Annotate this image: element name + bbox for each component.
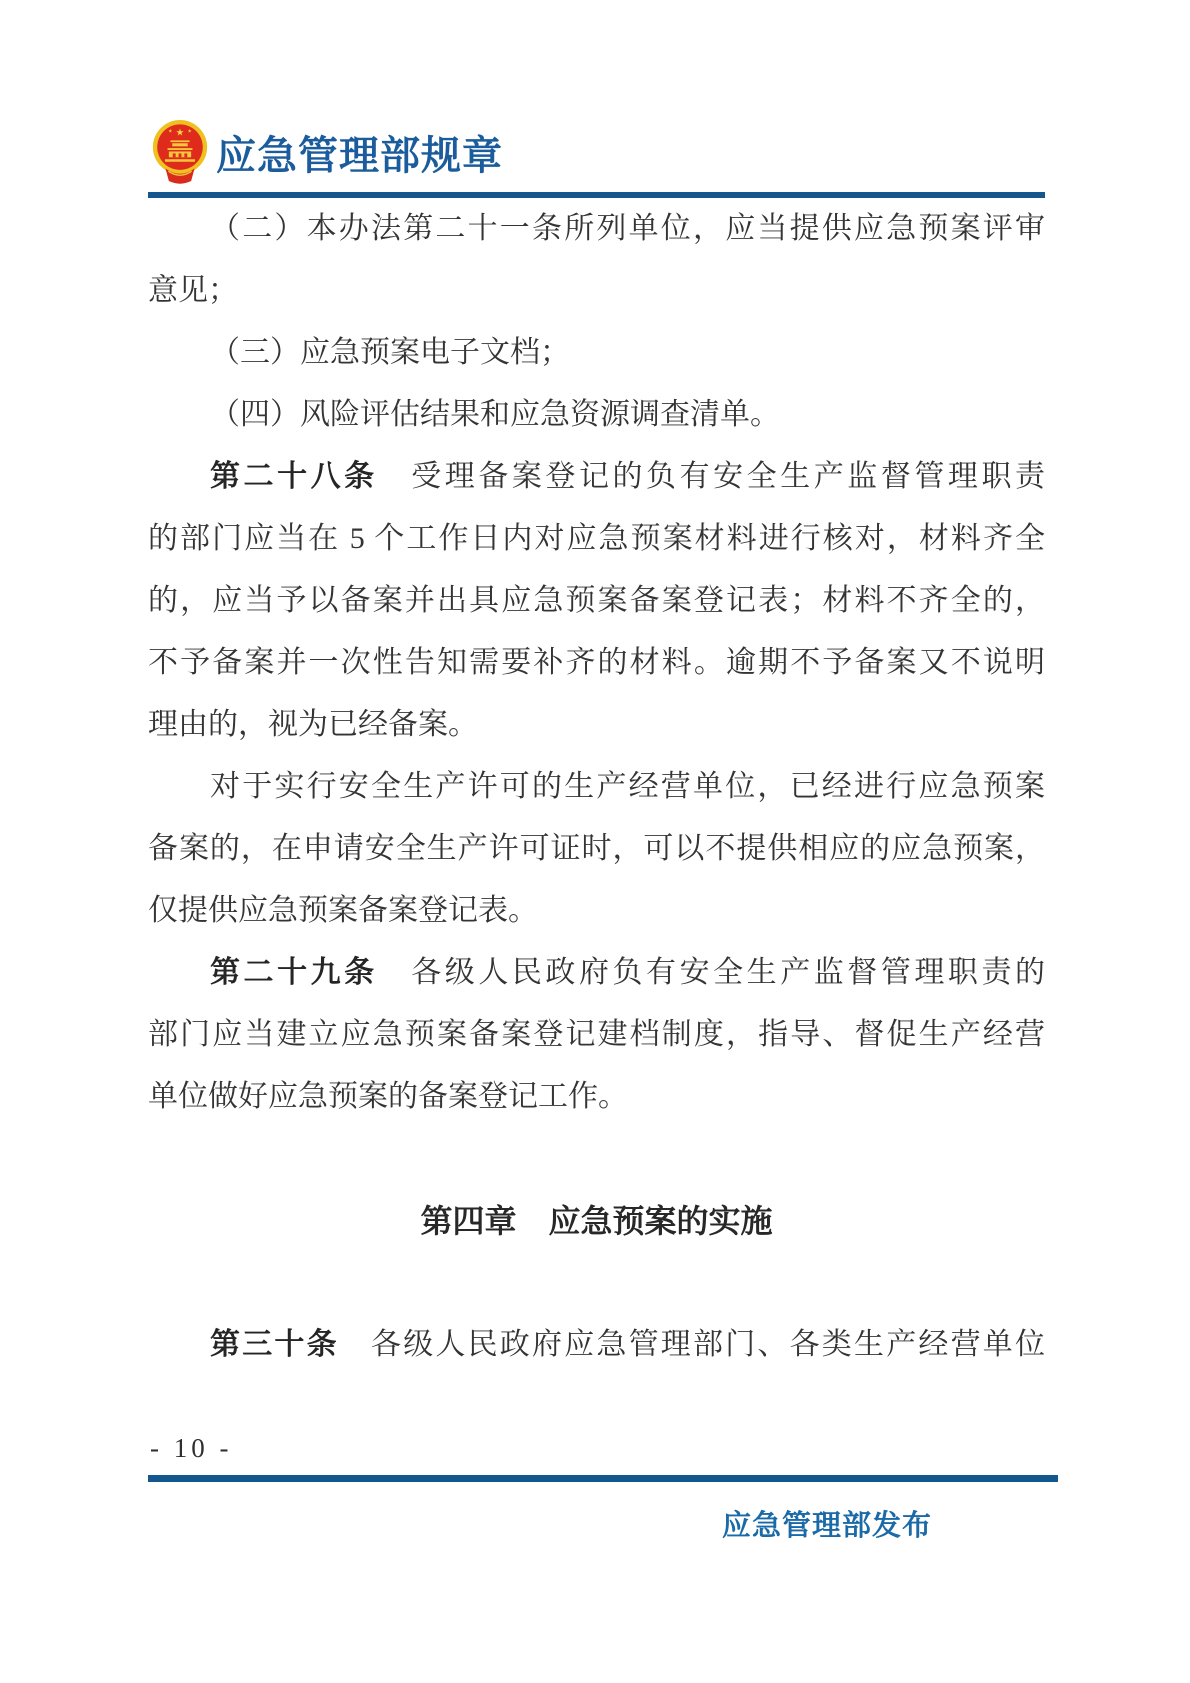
article-number: 第二十九条	[210, 956, 378, 989]
svg-text:★: ★	[168, 129, 173, 135]
text-line: 部门应当建立应急预案备案登记建档制度，指导、督促生产经营	[148, 1018, 1045, 1051]
national-emblem-icon	[149, 117, 211, 185]
text-line: 的，应当予以备案并出具应急预案备案登记表；材料不齐全的，	[148, 584, 1045, 617]
page-number: - 10 -	[150, 1433, 233, 1463]
svg-text:★: ★	[175, 127, 185, 139]
text-line: 不予备案并一次性告知需要补齐的材料。逾期不予备案又不说明	[148, 646, 1045, 679]
text-line: 第三十条 各级人民政府应急管理部门、各类生产经营单位	[210, 1328, 1045, 1361]
chapter-heading: 第四章 应急预案的实施	[420, 1203, 773, 1239]
publisher-label: 应急管理部发布	[722, 1510, 933, 1542]
svg-text:★: ★	[187, 129, 192, 135]
text-line: 的部门应当在 5 个工作日内对应急预案材料进行核对，材料齐全	[148, 522, 1045, 555]
text-line: 备案的，在申请安全生产许可证时，可以不提供相应的应急预案，	[148, 832, 1045, 865]
blank-line	[148, 1252, 1045, 1314]
text-line: （四）风险评估结果和应急资源调查清单。	[210, 398, 780, 431]
blank-line	[148, 1128, 1045, 1190]
article-number: 第三十条	[210, 1328, 339, 1361]
text-line: 意见；	[148, 274, 238, 307]
footer-rule	[148, 1475, 1058, 1482]
text-line: 单位做好应急预案的备案登记工作。	[148, 1080, 628, 1113]
text-line: （三）应急预案电子文档；	[210, 336, 570, 369]
document-body	[148, 198, 1045, 1376]
text-line: 对于实行安全生产许可的生产经营单位，已经进行应急预案	[210, 770, 1045, 803]
article-number: 第二十八条	[210, 460, 378, 493]
text-line: 仅提供应急预案备案登记表。	[148, 894, 538, 927]
header-title: 应急管理部规章	[216, 133, 503, 178]
text-line: 第二十八条 受理备案登记的负有安全生产监督管理职责	[210, 460, 1045, 493]
text-line: 第二十九条 各级人民政府负有安全生产监督管理职责的	[210, 956, 1045, 989]
text-line: 理由的，视为已经备案。	[148, 708, 478, 741]
text-line: （二）本办法第二十一条所列单位，应当提供应急预案评审	[210, 212, 1045, 245]
